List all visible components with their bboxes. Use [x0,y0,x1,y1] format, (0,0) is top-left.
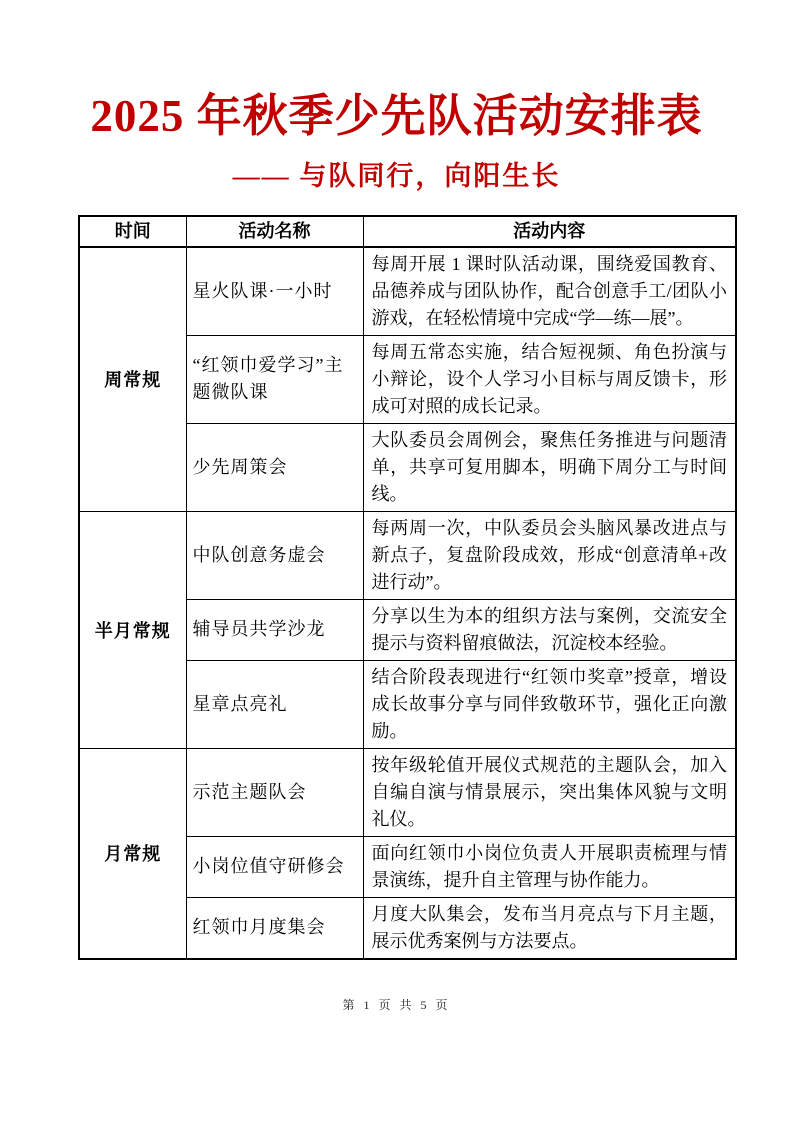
activity-schedule-table [78,215,737,960]
document-subtitle: —— 与队同行，向阳生长 [232,161,561,192]
activity-content: 按年级轮值开展仪式规范的主题队会，加入自编自演与情景展示，突出集体风貌与文明礼仪。 [363,748,736,836]
activity-content: 分享以生为本的组织方法与案例，交流安全提示与资料留痕做法，沉淀校本经验。 [363,599,736,660]
activity-content: 月度大队集会，发布当月亮点与下月主题，展示优秀案例与方法要点。 [363,897,736,959]
activity-name: 中队创意务虚会 [186,511,363,599]
activity-content: 结合阶段表现进行“红领巾奖章”授章，增设成长故事分享与同伴致敬环节，强化正向激励。 [363,660,736,748]
table-row [79,511,736,599]
table-row [79,247,736,336]
header-row [79,216,736,247]
activity-content: 每周五常态实施，结合短视频、角色扮演与小辩论，设个人学习小目标与周反馈卡，形成可对照的成长记录。 [363,335,736,423]
activity-name: 星火队课·一小时 [186,247,363,336]
page-number: 第 1 页 共 5 页 [342,997,451,1012]
time-group-biweekly: 半月常规 [79,511,186,748]
table-row [79,748,736,836]
activity-name: 辅导员共学沙龙 [186,599,363,660]
activity-name: 红领巾月度集会 [186,897,363,959]
activity-content: 每周开展 1 课时队活动课，围绕爱国教育、品德养成与团队协作，配合创意手工/团队小游戏，在轻松情境中完成“学—练—展”。 [363,247,736,336]
time-group-weekly: 周常规 [79,247,186,512]
column-header-time: 时间 [79,216,186,247]
activity-content: 大队委员会周例会，聚焦任务推进与问题清单，共享可复用脚本，明确下周分工与时间线。 [363,423,736,511]
activity-name: 星章点亮礼 [186,660,363,748]
time-group-monthly: 月常规 [79,748,186,959]
activity-name: 示范主题队会 [186,748,363,836]
column-header-activity-content: 活动内容 [363,216,736,247]
activity-content: 每两周一次，中队委员会头脑风暴改进点与新点子，复盘阶段成效，形成“创意清单+改进行动”。 [363,511,736,599]
activity-name: 小岗位值守研修会 [186,836,363,897]
activity-name: “红领巾爱学习”主题微队课 [186,335,363,423]
activity-content: 面向红领巾小岗位负责人开展职责梳理与情景演练，提升自主管理与协作能力。 [363,836,736,897]
activity-name: 少先周策会 [186,423,363,511]
document-title: 2025 年秋季少先队活动安排表 [90,91,703,141]
column-header-activity-name: 活动名称 [186,216,363,247]
